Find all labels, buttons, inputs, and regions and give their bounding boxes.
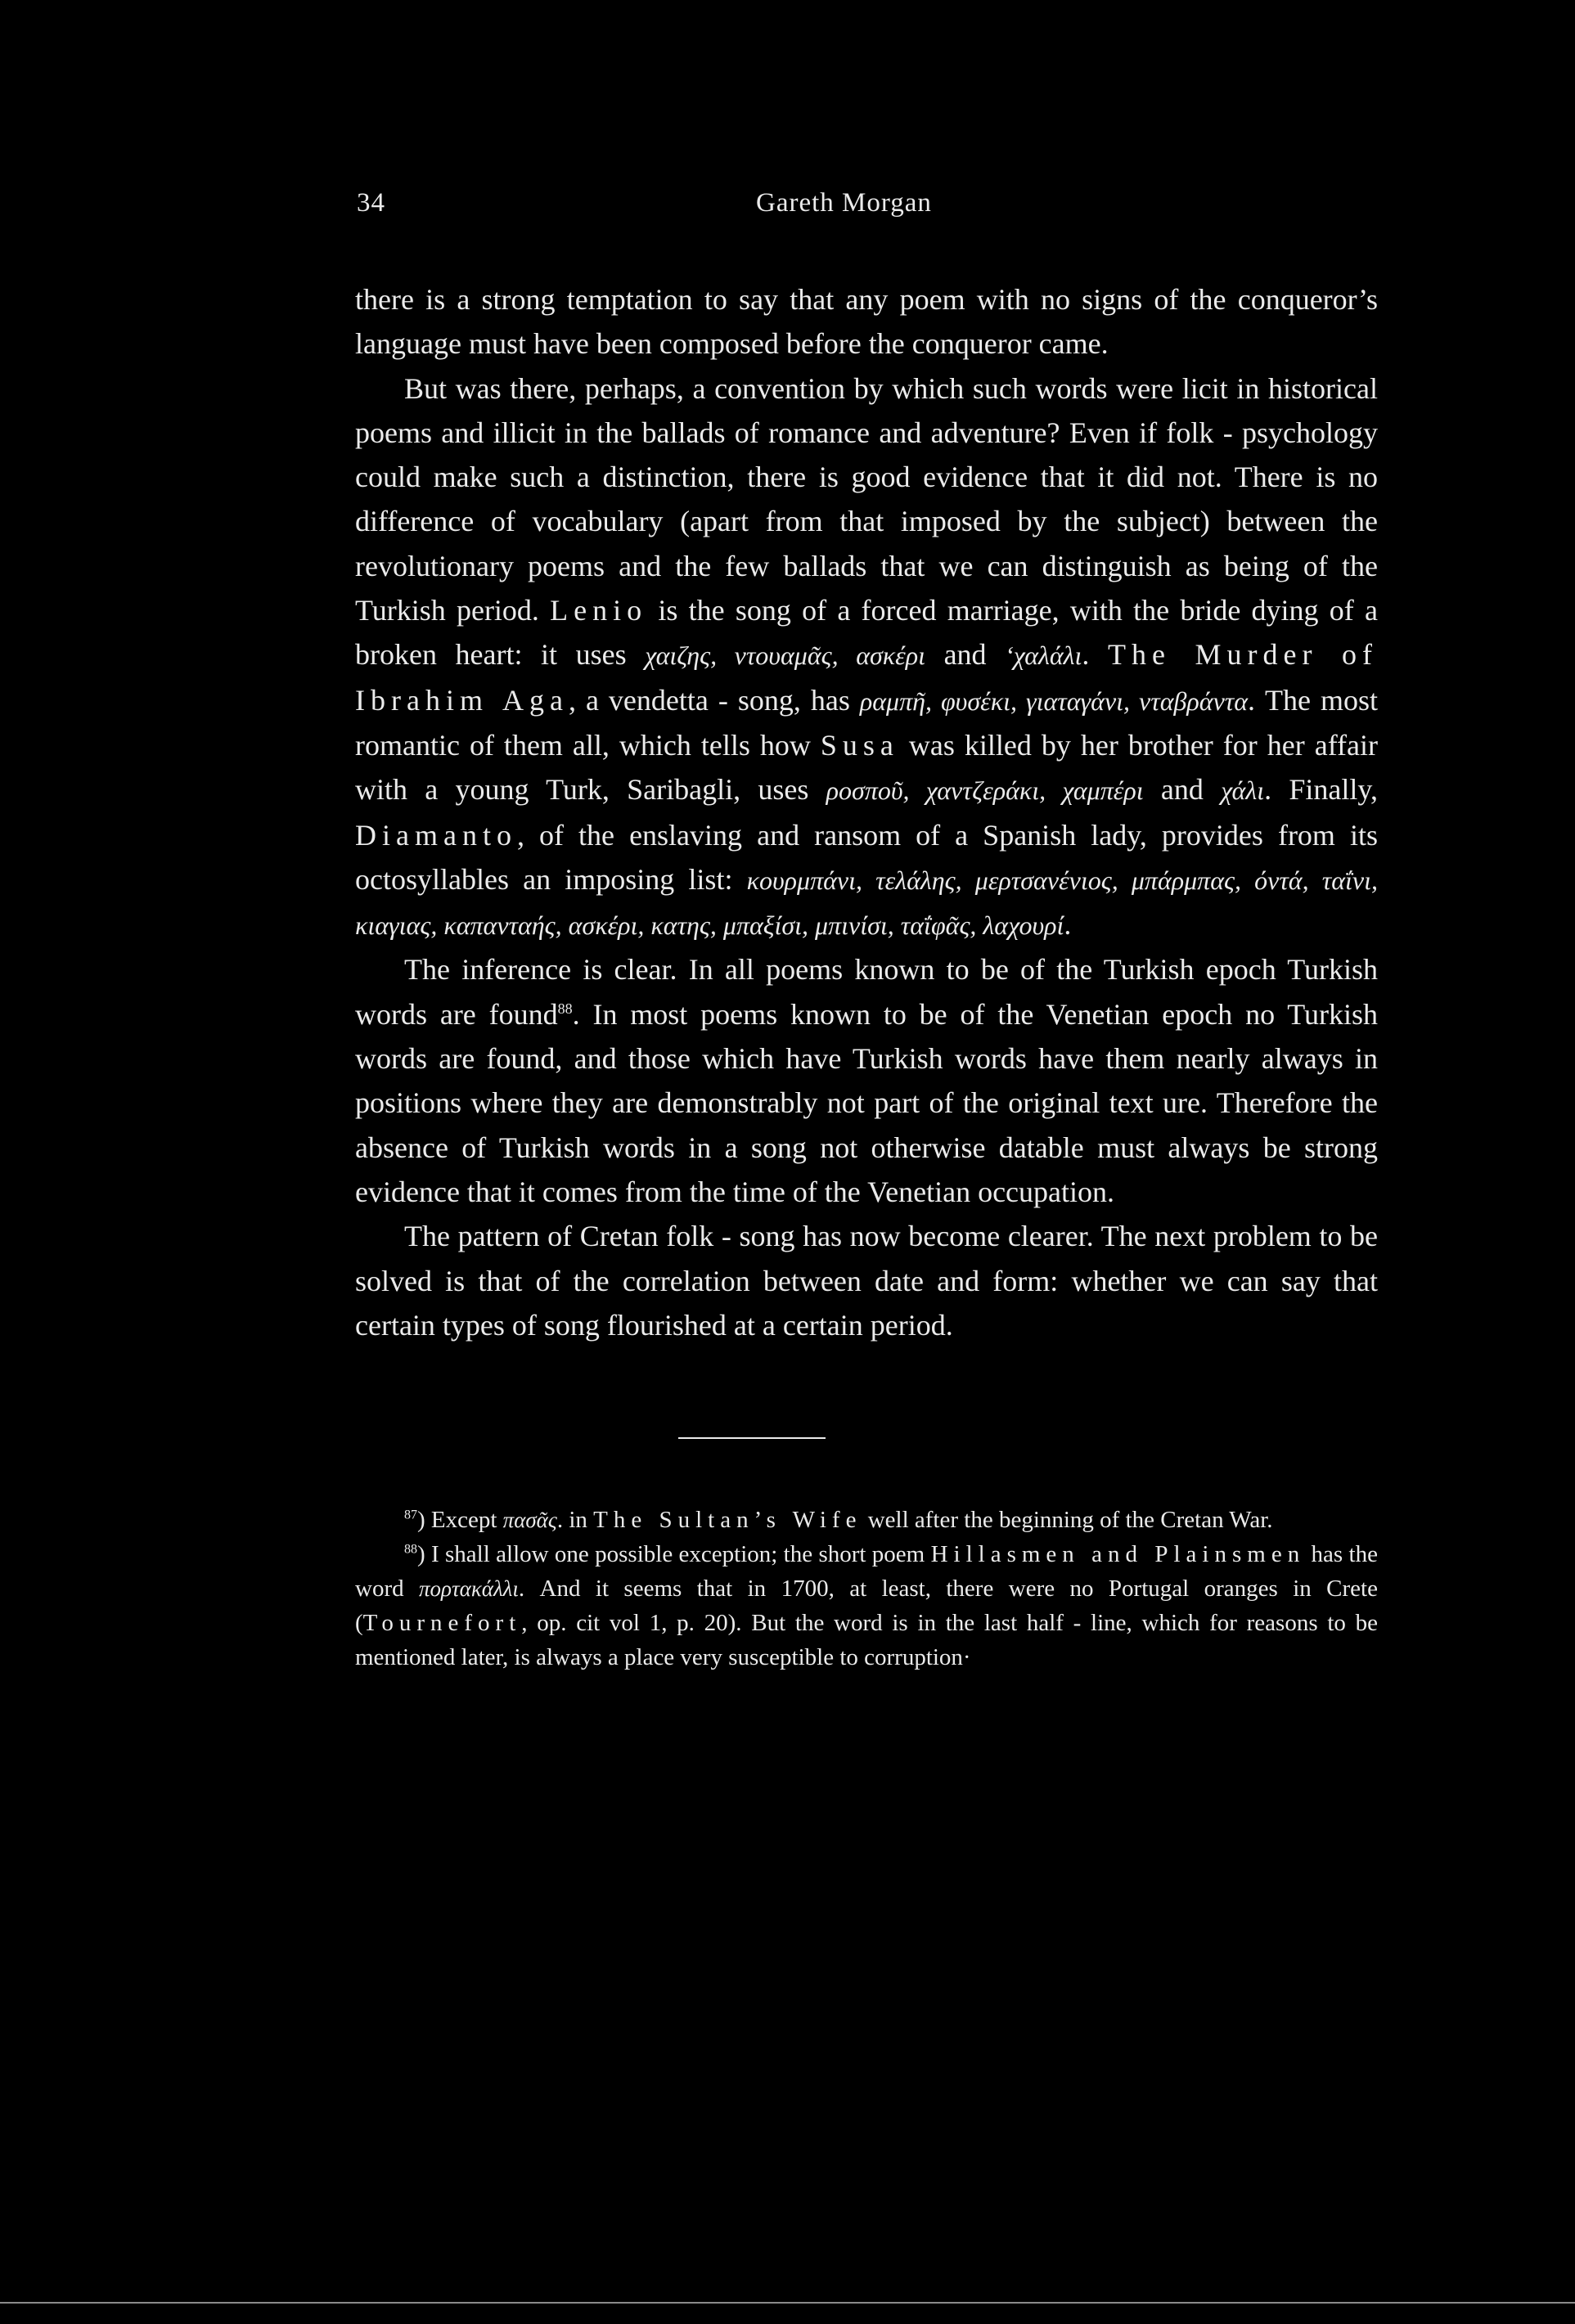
greek-words: πασᾶς <box>502 1508 557 1533</box>
text-run: is the song of a forced marriage, with the bride dying of a broken heart: it uses <box>355 594 1378 672</box>
text-run: The pattern of Cretan folk - song has now become clearer. The next problem to be solved is that of the correlation between date and form: whether we can say that certain types of song flourished at a certain period. <box>355 1220 1378 1342</box>
text-run: . In most poems known to be of the Venetian epoch no Turkish words are found, and those which have Turkish words have them nearly always in positions where they are demonstrably not part of the original text ure. Therefore the absence of Turkish words in a song not otherwise datable must always be strong evidence that it comes from the time of the Venetian occupation. <box>355 997 1378 1208</box>
greek-words: χάλι <box>1221 775 1265 806</box>
page-number: 34 <box>357 188 385 218</box>
footnote-88 <box>355 1537 1378 1674</box>
running-head: Gareth Morgan <box>756 188 932 218</box>
greek-words: ροσποῦ, χαντζεράκι, χαμπέρι <box>826 775 1144 806</box>
text-run: , a vendetta - song, has <box>568 683 860 717</box>
text-run: . Finally, <box>1264 773 1379 807</box>
text-run: . in <box>556 1507 594 1534</box>
text-run: ) I shall allow one possible exception; the short poem <box>417 1541 931 1568</box>
footnote-87 <box>355 1503 1378 1537</box>
text-run: and <box>925 638 1006 672</box>
author-name: Tournefort <box>362 1610 522 1637</box>
greek-words: ‘χαλάλι <box>1005 641 1082 671</box>
greek-words: πορτακάλλι <box>419 1576 519 1602</box>
page-header <box>355 188 1378 237</box>
text-run: . The most romantic of them all, which tells how <box>355 683 1379 762</box>
song-title: The Sultan’s Wife <box>593 1507 862 1534</box>
footnote-mark: 87 <box>404 1508 417 1522</box>
text-run: . <box>1082 638 1108 672</box>
footnote-divider <box>678 1437 826 1439</box>
text-run: ) Except <box>417 1507 503 1534</box>
text-run: has the word <box>355 1541 1378 1603</box>
song-title-susa: Susa <box>820 728 899 762</box>
text-run: , op. cit vol 1, p. 20). But the word is in the last half - line, which for reasons to be mentioned later, is always a place very susceptible to corruption· <box>355 1610 1378 1671</box>
text-run: there is a strong temptation to say that any poem with no signs of the conqueror’s language must have been composed before the conqueror came. <box>355 283 1378 361</box>
paragraph-1 <box>355 277 1378 366</box>
text-run: , of the enslaving and ransom of a Spanish lady, provides from its octosyllables an imposing list: <box>355 818 1378 896</box>
song-title-murder: The Murder of Ibrahim Aga <box>355 638 1379 717</box>
footnotes <box>355 1503 1378 1674</box>
text-run: and <box>1143 773 1222 807</box>
paragraph-3 <box>355 947 1378 1214</box>
book-page <box>355 188 1378 1674</box>
text-run: well after the beginning of the Cretan War. <box>862 1507 1273 1534</box>
greek-words: χαιζης, ντουαμᾶς, ασκέρι <box>645 641 925 671</box>
body-text <box>355 277 1378 1347</box>
footnote-mark: 88 <box>404 1542 417 1557</box>
footnote-ref-88[interactable]: 88 <box>557 1000 573 1017</box>
paragraph-2 <box>355 366 1378 948</box>
greek-word-list: κουρμπάνι, τελάλης, μερτσανένιος, μπάρμπας, όντά, ταΐνι, κιαγιας, καπανταής, ασκέρι, κατης, μπαξίσι, μπινίσι, ταΐφᾶς, λαχουρί <box>355 865 1378 941</box>
paragraph-4 <box>355 1214 1378 1347</box>
greek-words: ραμπῆ, φυσέκι, γιαταγάνι, νταβράντα <box>859 686 1249 716</box>
text-run: was killed by her brother for her affair with a young Turk, Saribagli, uses <box>355 728 1378 807</box>
scan-edge-line <box>0 2302 1575 2304</box>
text-run: . And it seems that in 1700, at least, there were no Portugal oranges in Crete ( <box>355 1576 1378 1637</box>
song-title: Hillasmen and Plainsmen <box>930 1541 1306 1568</box>
text-run: The inference is clear. In all poems known to be of the Turkish epoch Turkish words are found <box>355 953 1378 1031</box>
song-title-lenio: Lenio <box>550 594 648 627</box>
text-run: . <box>1064 908 1072 942</box>
song-title-diamanto: Diamanto <box>355 818 517 852</box>
text-run: But was there, perhaps, a convention by which such words were licit in historical poems and illicit in the ballads of romance and adventure? Even if folk - psychology could make such a distinction, there is good evidence that it did not. There is no difference of vocabulary (apart from that imposed by the subject) between the revolutionary poems and the few ballads that we can distinguish as being of the Turkish period. <box>355 371 1378 627</box>
